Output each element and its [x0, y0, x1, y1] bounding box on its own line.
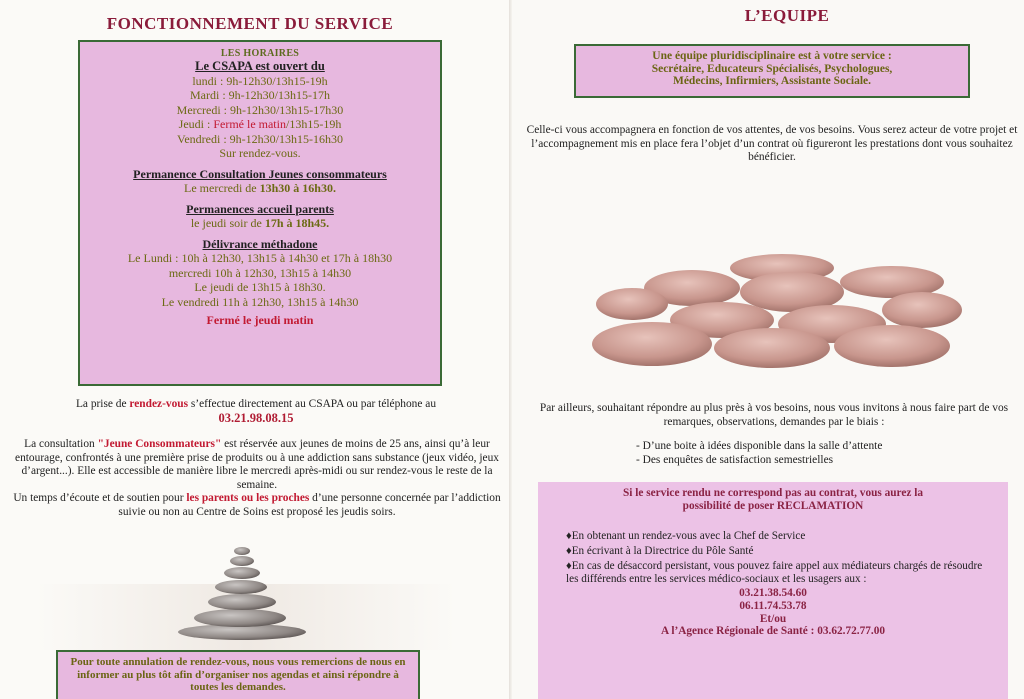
rdv-prefix: La prise de — [75, 398, 130, 410]
reclamation-item: ♦En cas de désaccord persistant, vous pouvez faire appel aux médiateurs chargés de résoudre les différends entre les services médico-sociaux et les usagers aux : — [566, 559, 983, 585]
day-wednesday: Mercredi : 9h-12h30/13h15-17h30 — [176, 102, 344, 117]
day-tuesday: Mardi : 9h-12h30/13h15-17h — [190, 88, 330, 102]
thursday-prefix: Jeudi : — [178, 117, 214, 131]
methadone-line: mercredi 10h à 12h30, 13h15 à 14h30 — [168, 265, 352, 280]
page-title: FONCTIONNEMENT DU SERVICE — [106, 14, 394, 33]
thursday-closed: Fermé le matin — [213, 117, 286, 131]
team-line: Secrétaire, Educateurs Spécialisés, Psychologues, — [651, 62, 893, 75]
methadone-line: Le vendredi 11h à 12h30, 13h15 à 14h30 — [161, 294, 359, 309]
phone-number: 03.21.98.08.15 — [218, 411, 294, 425]
methadone-line: Le Lundi : 10h à 12h30, 13h15 à 14h30 et 17h à 18h30 — [127, 251, 393, 265]
team-line: Médecins, Infirmiers, Assistante Sociale. — [672, 75, 872, 88]
rdv-bold: rendez-vous — [129, 398, 189, 410]
and-or-label: Et/ou — [759, 612, 787, 625]
means-list — [636, 440, 1016, 467]
mediator-phone: 06.11.74.53.78 — [739, 599, 807, 612]
means-item: - D’une boite à idées disponible dans la salle d’attente — [636, 440, 883, 452]
parents-time: 17h à 18h45. — [264, 216, 330, 230]
right-page — [512, 0, 1024, 699]
reclamation-item: ♦En écrivant à la Directrice du Pôle Santé — [566, 544, 754, 557]
parents-paragraph — [4, 492, 510, 519]
open-heading: Le CSAPA est ouvert du — [195, 59, 325, 73]
cancel-box — [56, 650, 420, 699]
hours-label: LES HORAIRES — [220, 48, 300, 59]
methadone-heading: Délivrance méthadone — [202, 236, 318, 251]
parents-prefix: Un temps d’écoute et de soutien pour — [13, 492, 187, 504]
stacked-stones-image — [36, 540, 456, 650]
mediator-phone: 03.21.38.54.60 — [739, 587, 807, 600]
cancel-text: Pour toute annulation de rendez-vous, nous vous remercions de nous en informer au plus tôt afin d’organiser nos agendas et ainsi répondre à toutes les demandes. — [70, 656, 406, 693]
reclamation-box — [538, 482, 1008, 699]
day-thursday — [80, 117, 440, 132]
parents-text: d’une personne concernée par l’addiction suivie ou non au Centre de Soins est proposé les jeudis soirs. — [118, 492, 501, 518]
thursday-suffix: /13h15-19h — [285, 117, 342, 131]
young-schedule — [80, 181, 440, 196]
day-monday: lundi : 9h-12h30/13h15-19h — [192, 73, 328, 88]
ars-contact: A l’Agence Régionale de Santé : 03.62.72.77.00 — [660, 625, 886, 638]
methadone-line: Le jeudi de 13h15 à 18h30. — [194, 280, 326, 294]
means-item: - Des enquêtes de satisfaction semestrielles — [636, 453, 834, 466]
young-text: Le mercredi de — [184, 181, 260, 195]
jc-prefix: La consultation — [24, 438, 98, 450]
hours-box — [78, 40, 442, 386]
young-heading: Permanence Consultation Jeunes consommateurs — [133, 166, 387, 181]
methadone-closed: Fermé le jeudi matin — [206, 313, 314, 327]
rdv-text — [0, 398, 512, 412]
parents-sched-text: le jeudi soir de — [190, 216, 265, 230]
reclamation-item: ♦En obtenant un rendez-vous avec la Chef de Service — [566, 530, 806, 543]
parents-schedule — [80, 216, 440, 231]
day-friday: Vendredi : 9h-12h30/13h15-16h30 — [177, 131, 343, 146]
page-title: L’EQUIPE — [744, 6, 830, 25]
remarks-paragraph: Par ailleurs, souhaitant répondre au plus près à vos besoins, nous vous invitons à nous faire part de vos remarques, observations, demandes par le biais : — [539, 402, 1009, 428]
jc-bold: "Jeune Consommateurs" — [97, 438, 222, 450]
parents-bold: les parents ou les proches — [186, 492, 310, 504]
team-line: Une équipe pluridisciplinaire est à votre service : — [652, 50, 892, 62]
pebbles-image — [592, 248, 964, 372]
appointment-note: Sur rendez-vous. — [219, 146, 301, 160]
rdv-suffix: s’effectue directement au CSAPA ou par téléphone au — [188, 398, 437, 410]
team-box — [574, 44, 970, 98]
young-time: 13h30 à 16h30. — [259, 181, 336, 195]
young-consumers-paragraph — [4, 438, 510, 492]
parents-heading: Permanences accueil parents — [186, 201, 334, 216]
accompany-paragraph: Celle-ci vous accompagnera en fonction de vos attentes, de vos besoins. Vous serez acteur de votre projet et l’accompagnement mis en place fera l’objet d’un contrat où figureront les prestations dont vous souhaitez bénéficier. — [526, 124, 1018, 164]
jc-text: est réservée aux jeunes de moins de 25 ans, ainsi qu’à leur entourage, confrontés à une première prise de produits ou à une addiction sans substance (jeux vidéo, jeux d’argent...). Elle est accessible de manière libre le mercredi après-midi ou sur rendez-vous le reste de la semaine. — [15, 438, 499, 491]
reclamation-heading: Si le service rendu ne correspond pas au contrat, vous aurez la possibilité de poser RECLAMATION — [623, 487, 923, 512]
